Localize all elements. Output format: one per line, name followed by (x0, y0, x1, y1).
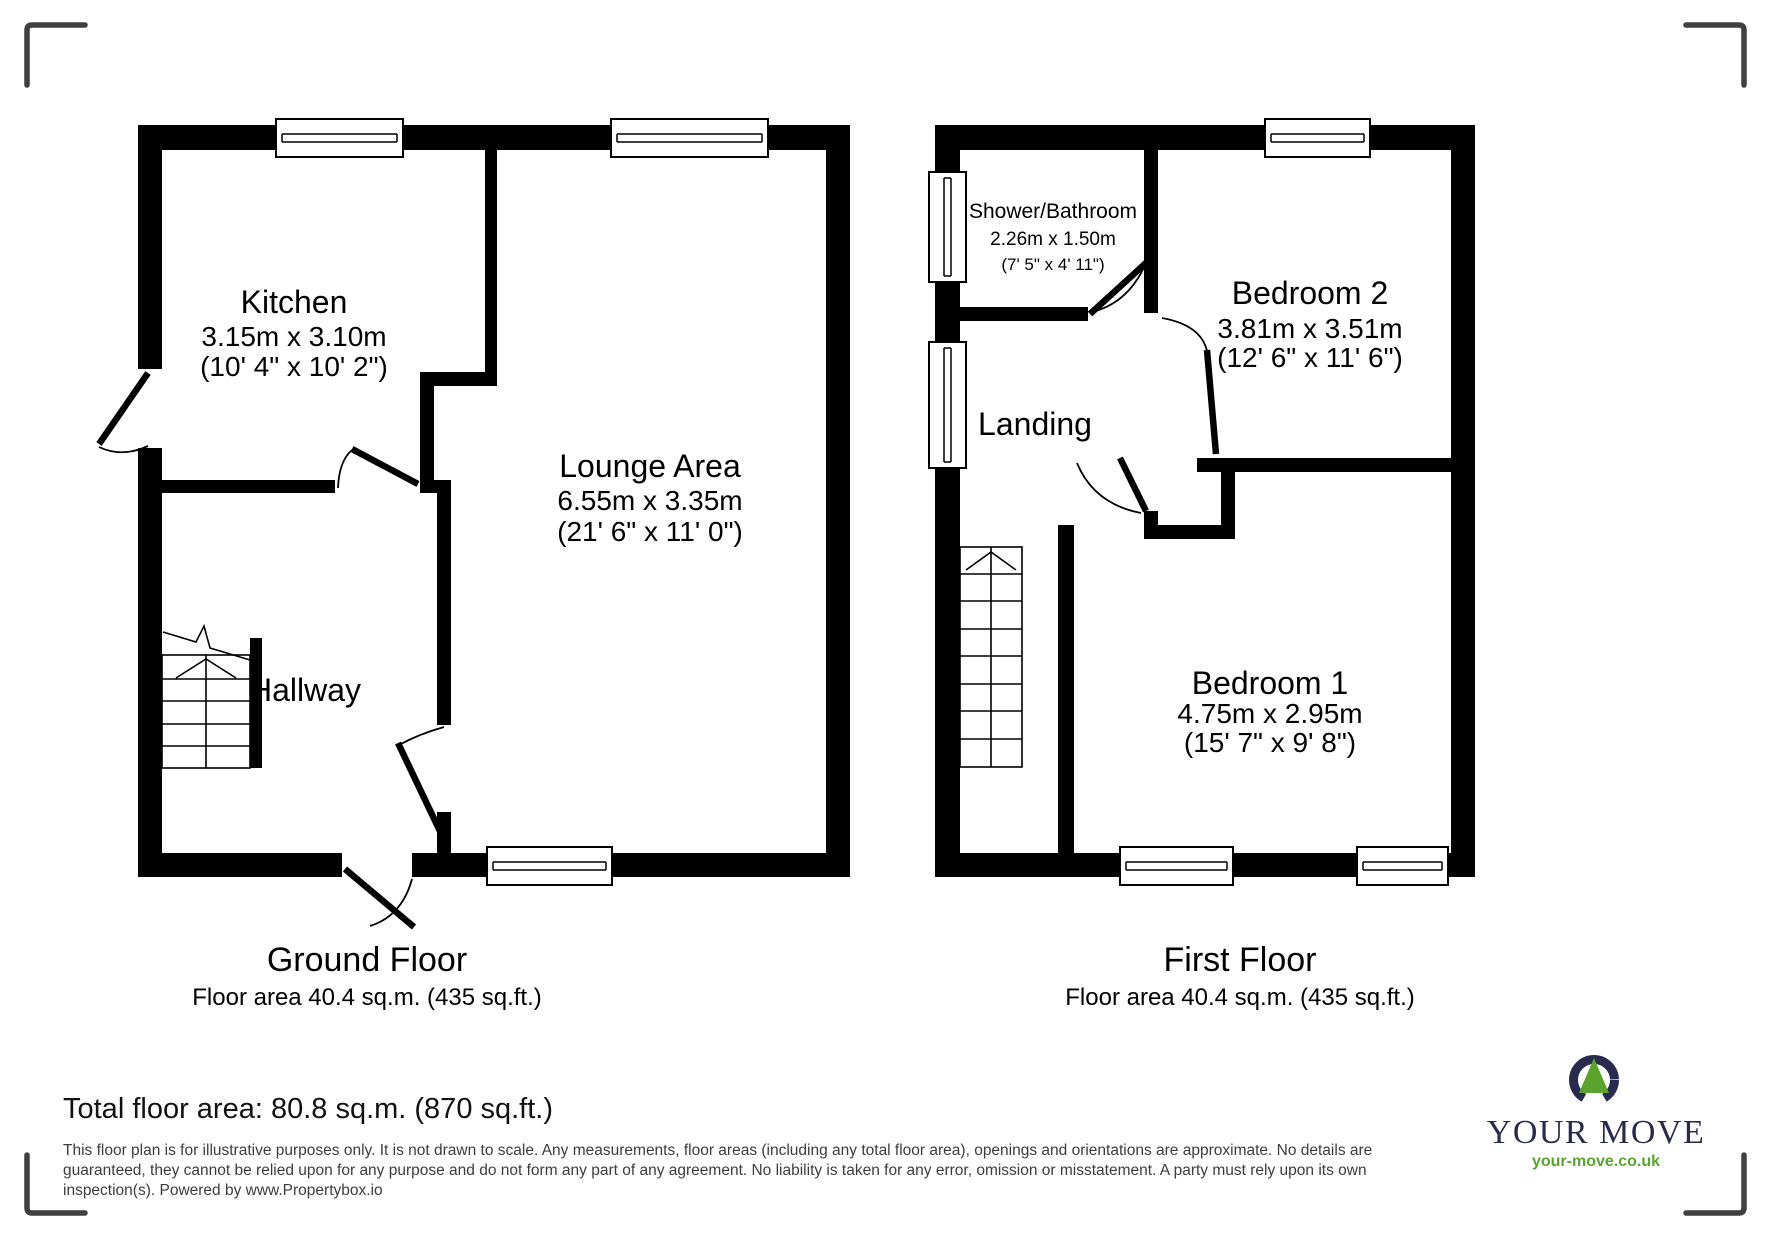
brand-website: your-move.co.uk (1531, 1153, 1661, 1170)
window (1120, 847, 1233, 885)
bedroom2-label: Bedroom 2 (1231, 275, 1389, 311)
shower-bathroom-label: Shower/Bathroom (968, 200, 1138, 223)
shower-bathroom-size-ft: (7' 5" x 4' 11") (1001, 255, 1105, 274)
window (1357, 847, 1448, 885)
kitchen-size-ft: (10' 4" x 10' 2") (200, 351, 388, 382)
first-floor-area: Floor area 40.4 sq.m. (435 sq.ft.) (1065, 984, 1415, 1011)
bedroom1-label: Bedroom 1 (1191, 665, 1349, 701)
ground-floor-stairs (162, 626, 250, 768)
first-floor-labels (969, 200, 1415, 1011)
corner-mark-bottom-right (1686, 1155, 1744, 1213)
kitchen-size-m: 3.15m x 3.10m (201, 321, 387, 352)
bedroom1-size-ft: (15' 7" x 9' 8") (1183, 727, 1357, 758)
lounge-size-ft: (21' 6" x 11' 0") (557, 516, 743, 547)
ground-floor-labels (192, 284, 743, 1011)
bedroom1-size-m: 4.75m x 2.95m (1177, 698, 1363, 729)
disclaimer-line-3: inspection(s). Powered by www.Propertybox.io (63, 1182, 383, 1199)
first-floor-stairs (960, 547, 1022, 767)
summary-block (63, 1093, 1372, 1199)
bedroom2-size-ft: (12' 6" x 11' 6") (1217, 342, 1403, 373)
corner-mark-top-left (27, 25, 85, 85)
window (276, 119, 403, 157)
ground-floor-title: Ground Floor (266, 941, 468, 979)
lounge-label: Lounge Area (559, 448, 741, 484)
landing-label: Landing (978, 406, 1092, 442)
door (345, 869, 414, 927)
window (611, 119, 768, 157)
window (487, 847, 612, 885)
bedroom2-size-m: 3.81m x 3.51m (1217, 313, 1403, 344)
ground-floor-plan (99, 119, 850, 1011)
window (1265, 119, 1370, 157)
corner-marks (27, 25, 1744, 1213)
disclaimer-line-2: guaranteed, they cannot be relied upon for any purpose and do not form any part of any agreement. No liability is taken for any error, omission or misstatement. A party must rely upon its own (63, 1162, 1367, 1179)
lounge-size-m: 6.55m x 3.35m (557, 485, 743, 516)
total-floor-area: Total floor area: 80.8 sq.m. (870 sq.ft.) (63, 1093, 554, 1125)
window (929, 172, 966, 282)
window (929, 342, 966, 468)
ground-floor-area: Floor area 40.4 sq.m. (435 sq.ft.) (192, 984, 542, 1011)
door (1162, 318, 1216, 454)
door (398, 727, 448, 848)
brand-name: YOUR MOVE (1486, 1114, 1706, 1151)
door (99, 373, 148, 452)
kitchen-label: Kitchen (240, 284, 348, 320)
door (1077, 458, 1146, 513)
hallway-label: Hallway (248, 672, 362, 708)
ground-floor-walls (138, 125, 850, 877)
shower-bathroom-size-m: 2.26m x 1.50m (990, 229, 1116, 250)
first-floor-plan (929, 119, 1475, 1011)
first-floor-title: First Floor (1163, 941, 1317, 979)
yourmove-logo (1487, 1058, 1705, 1170)
door (338, 449, 418, 488)
corner-mark-top-right (1686, 25, 1744, 85)
disclaimer-line-1: This floor plan is for illustrative purposes only. It is not drawn to scale. Any measurements, floor areas (including any total floor area), openings and orientations are approximate. No details are (63, 1142, 1373, 1159)
